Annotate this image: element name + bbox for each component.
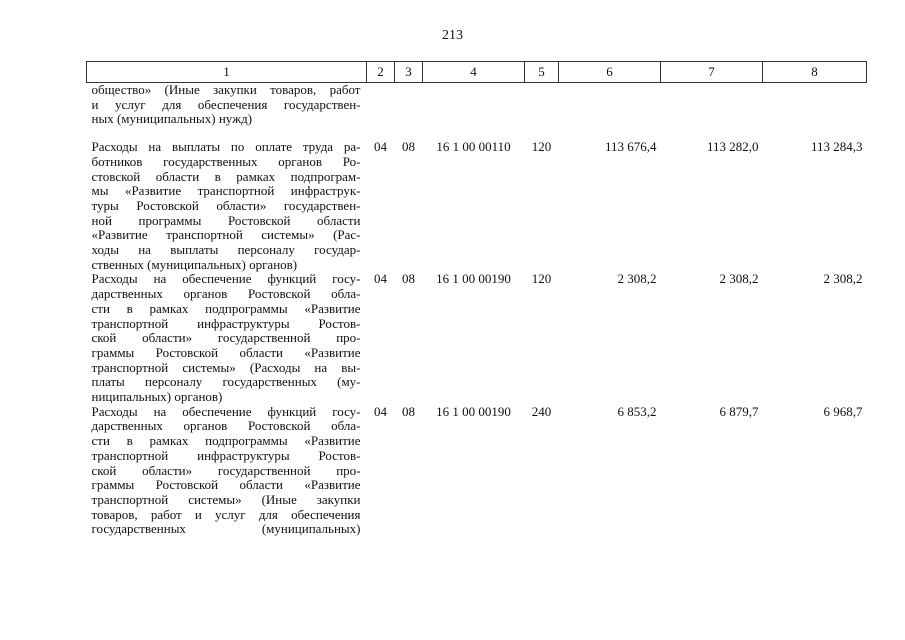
description-line: ниципальных) органов): [91, 389, 223, 405]
target-article-code: [423, 83, 525, 141]
description-line: транспортной инфраструктуры Ростов-: [91, 315, 361, 331]
table-row: [87, 140, 867, 272]
subsection-code: [395, 83, 423, 141]
target-article-code: 16 1 00 00190: [436, 271, 511, 287]
description-line: Расходы на обеспечение функций госу-: [91, 271, 361, 287]
column-header-2: 2: [367, 62, 395, 83]
amount-year-3: 113 284,3: [810, 139, 863, 155]
description-line: туры Ростовской области» государствен-: [91, 197, 361, 213]
description-line: мы «Развитие транспортной инфраструк-: [91, 183, 361, 199]
column-header-8: 8: [763, 62, 867, 83]
table-header-row: [87, 62, 867, 83]
section-code: [367, 83, 395, 141]
description-line: стовской области в рамках подпрограм-: [91, 168, 361, 184]
amount-year-3: [763, 83, 867, 141]
description-line: ственных (муниципальных) органов): [91, 256, 298, 272]
table-row: [87, 83, 867, 141]
subsection-code: 08: [402, 139, 415, 155]
page-number: 213: [442, 28, 463, 43]
target-article-code: 16 1 00 00190: [436, 403, 511, 419]
amount-year-1: 6 853,2: [617, 403, 657, 419]
table-row: [87, 405, 867, 537]
description-line: ботников государственных органов Ро-: [91, 153, 361, 169]
description-line: Расходы на выплаты по оплате труда ра-: [91, 139, 361, 155]
amount-year-2: 113 282,0: [706, 139, 759, 155]
description-line: платы персоналу государственных (му-: [91, 374, 361, 390]
row-description: [87, 405, 367, 537]
expense-type-code: [525, 83, 559, 141]
description-line: ной программы Ростовской области: [91, 212, 361, 228]
section-code: 04: [374, 139, 387, 155]
row-description: [87, 83, 367, 141]
amount-year-2: 6 879,7: [719, 403, 759, 419]
description-line: и услуг для обеспечения государствен-: [91, 96, 361, 112]
amount-year-1: 2 308,2: [617, 271, 657, 287]
expense-type-code: 120: [531, 139, 552, 155]
expense-type-code: 120: [531, 271, 552, 287]
row-description: [87, 140, 367, 272]
column-header-3: 3: [395, 62, 423, 83]
description-line: Расходы на обеспечение функций госу-: [91, 403, 361, 419]
description-line: товаров, работ и услуг для обеспечения: [91, 506, 361, 522]
description-line: граммы Ростовской области «Развитие: [91, 477, 361, 493]
column-header-6: 6: [559, 62, 661, 83]
description-line: сти в рамках подпрограммы «Развитие: [91, 433, 361, 449]
description-line: граммы Ростовской области «Развитие: [91, 344, 361, 360]
description-line: дарственных органов Ростовской обла-: [91, 286, 361, 302]
row-description: [87, 272, 367, 404]
column-header-5: 5: [525, 62, 559, 83]
amount-year-2: 2 308,2: [719, 271, 759, 287]
description-line: ходы на выплаты персоналу государ-: [91, 242, 361, 258]
description-line: транспортной системы» (Иные закупки: [91, 491, 361, 507]
description-line: «Развитие транспортной системы» (Рас-: [91, 227, 361, 243]
description-line: государственных (муниципальных): [91, 521, 361, 537]
description-line: ных (муниципальных) нужд): [91, 111, 253, 127]
amount-year-2: [661, 83, 763, 141]
amount-year-3: 2 308,2: [823, 271, 863, 287]
section-code: 04: [374, 403, 387, 419]
amount-year-3: 6 968,7: [823, 403, 863, 419]
description-line: ской области» государственной про-: [91, 462, 361, 478]
table-row: [87, 272, 867, 404]
description-line: общество» (Иные закупки товаров, работ: [91, 82, 361, 97]
column-header-1: 1: [87, 62, 367, 83]
expense-type-code: 240: [531, 403, 552, 419]
description-line: транспортной системы» (Расходы на вы-: [91, 359, 361, 375]
subsection-code: 08: [402, 403, 415, 419]
description-line: сти в рамках подпрограммы «Развитие: [91, 300, 361, 316]
description-line: транспортной инфраструктуры Ростов-: [91, 447, 361, 463]
description-line: ской области» государственной про-: [91, 330, 361, 346]
amount-year-1: [559, 83, 661, 141]
amount-year-1: 113 676,4: [604, 139, 657, 155]
target-article-code: 16 1 00 00110: [436, 139, 511, 155]
subsection-code: 08: [402, 271, 415, 287]
section-code: 04: [374, 271, 387, 287]
column-header-7: 7: [661, 62, 763, 83]
description-line: дарственных органов Ростовской обла-: [91, 418, 361, 434]
column-header-4: 4: [423, 62, 525, 83]
budget-table: [86, 61, 867, 537]
table-body: [87, 83, 867, 538]
